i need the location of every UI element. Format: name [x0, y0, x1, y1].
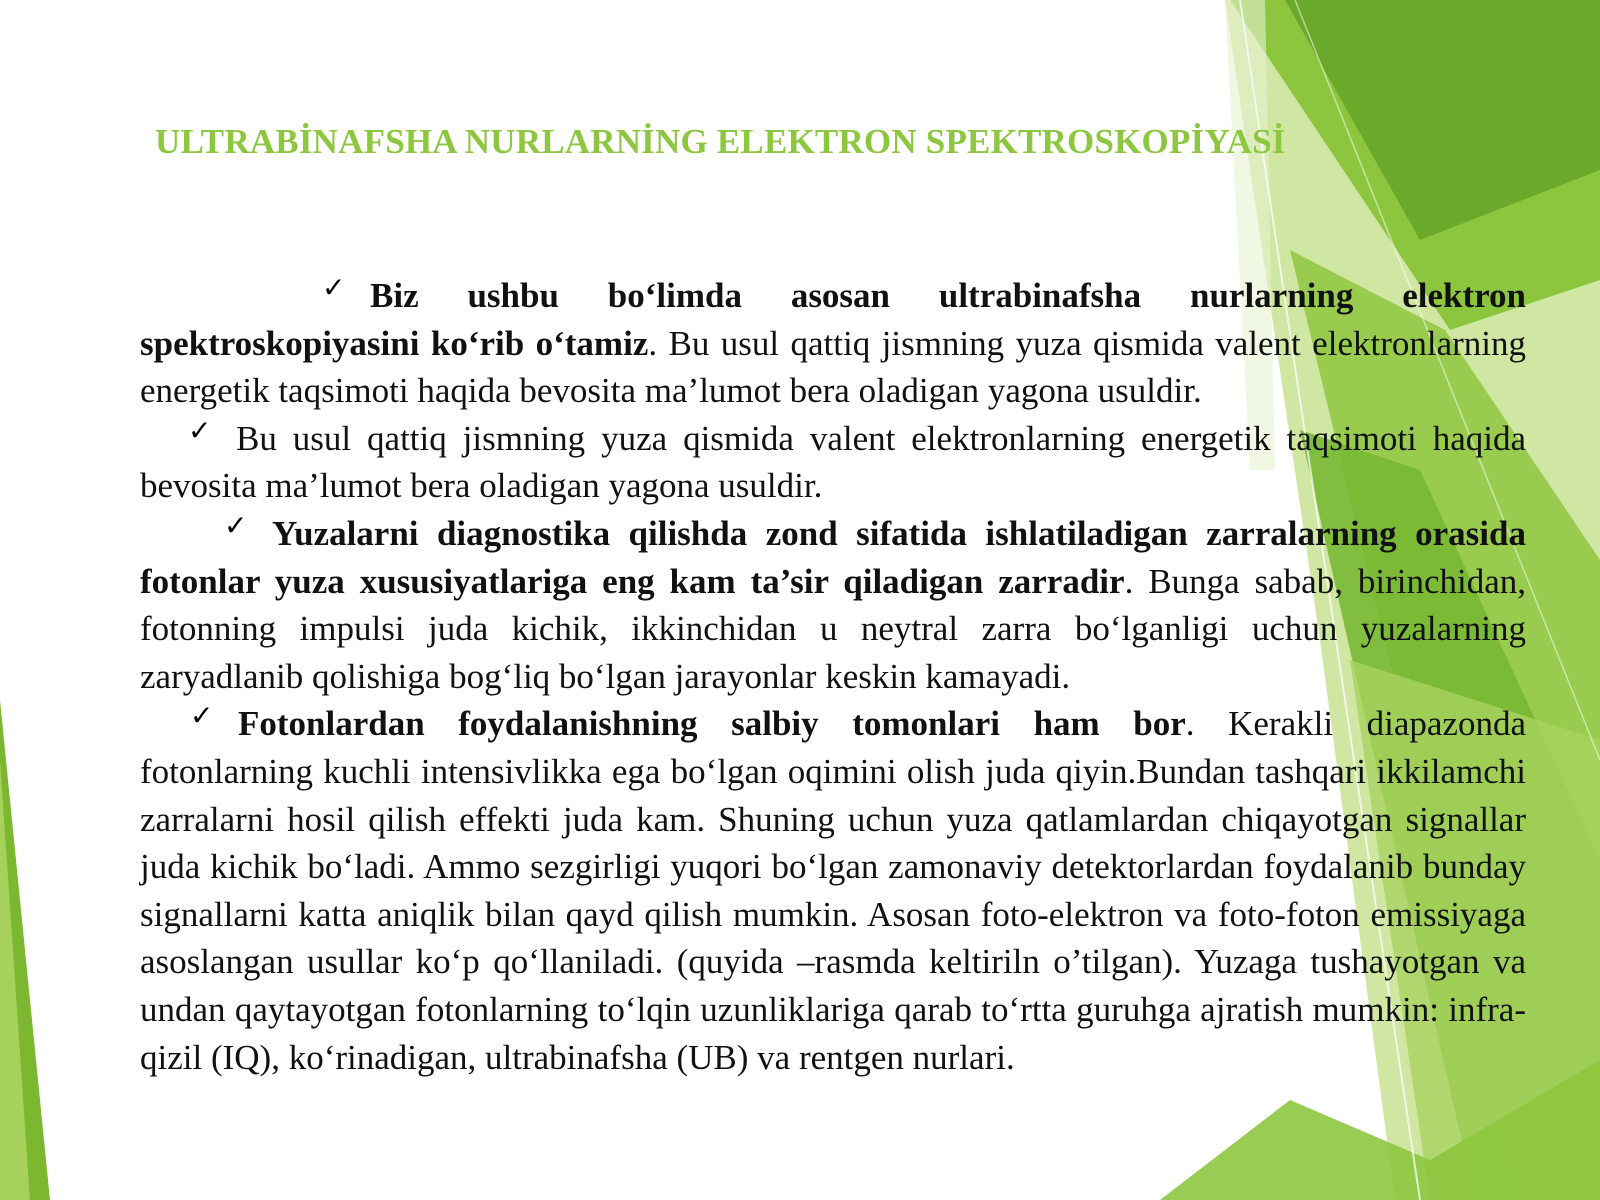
bullet-bold-text: Fotonlardan foydalanishning salbiy tomonlari ham bor	[238, 704, 1186, 744]
bullet-item-3	[140, 510, 1526, 700]
bullet-bold-text: Yuzalarni diagnostika qilishda zond sifatida ishlatiladigan zarralarning orasida fotonlar yuza xususiyatlariga eng kam ta’sir qiladigan zarradir	[140, 513, 1526, 601]
bullet-text: Bu usul qattiq jismning yuza qismida valent elektronlarning energetik taqsimoti haqida bevosita ma’lumot bera oladigan yagona usuldir.	[140, 418, 1526, 506]
bullet-bold-text: Biz ushbu bo‘limda asosan ultrabinafsha nurlarning elektron spektroskopiyasini ko‘rib o‘tamiz	[140, 276, 1526, 363]
bullet-text: . Kerakli diapazonda fotonlarning kuchli intensivlikka ega bo‘lgan oqimini olish juda qiyin.Bundan tashqari ikkilamchi zarralarni hosil qilish effekti juda kam. Shuning uchun yuza qatlamlardan chiqayotgan signallar juda kichik bo‘ladi. Ammo sezgirligi yuqori bo‘lgan zamonaviy detektorlardan foydalanib bunday signallarni katta aniqlik bilan qayd qilish mumkin. Asosan foto-elektron va foto-foton emissiyaga asoslangan usullar ko‘p qo‘llaniladi. (quyida –rasmda keltiriln o’tilgan). Yuzaga tushayotgan va undan qaytayotgan fotonlarning to‘lqin uzunliklariga qarab to‘rtta guruhga ajratish mumkin: infra-qizil (IQ), ko‘rinadigan, ultrabinafsha (UB) va rentgen nurlari.	[140, 704, 1526, 1077]
check-mark-icon: ✓	[322, 271, 346, 304]
bullet-item-2	[140, 415, 1526, 510]
slide-title: ULTRABİNAFSHA NURLARNİNG ELEKTRON SPEKTROSKOPİYASİ	[155, 122, 1286, 161]
bullet-item-4	[140, 700, 1526, 1081]
bullet-text: . Bunga sabab, birinchidan, fotonning impulsi juda kichik, ikkinchidan u neytral zarra bo‘lganligi uchun yuzalarning zaryadlanib qolishiga bog‘liq bo‘lgan jarayonlar keskin kamayadi.	[140, 561, 1526, 696]
bullet-list	[140, 272, 1526, 1081]
bullet-text: . Bu usul qattiq jismning yuza qismida valent elektronlarning energetik taqsimoti haqida bevosita ma’lumot bera oladigan yagona usuldir.	[140, 323, 1526, 411]
check-mark-icon: ✓	[188, 413, 212, 447]
bullet-item-1	[140, 272, 1526, 415]
check-mark-icon: ✓	[224, 508, 248, 542]
check-mark-icon: ✓	[190, 699, 214, 733]
